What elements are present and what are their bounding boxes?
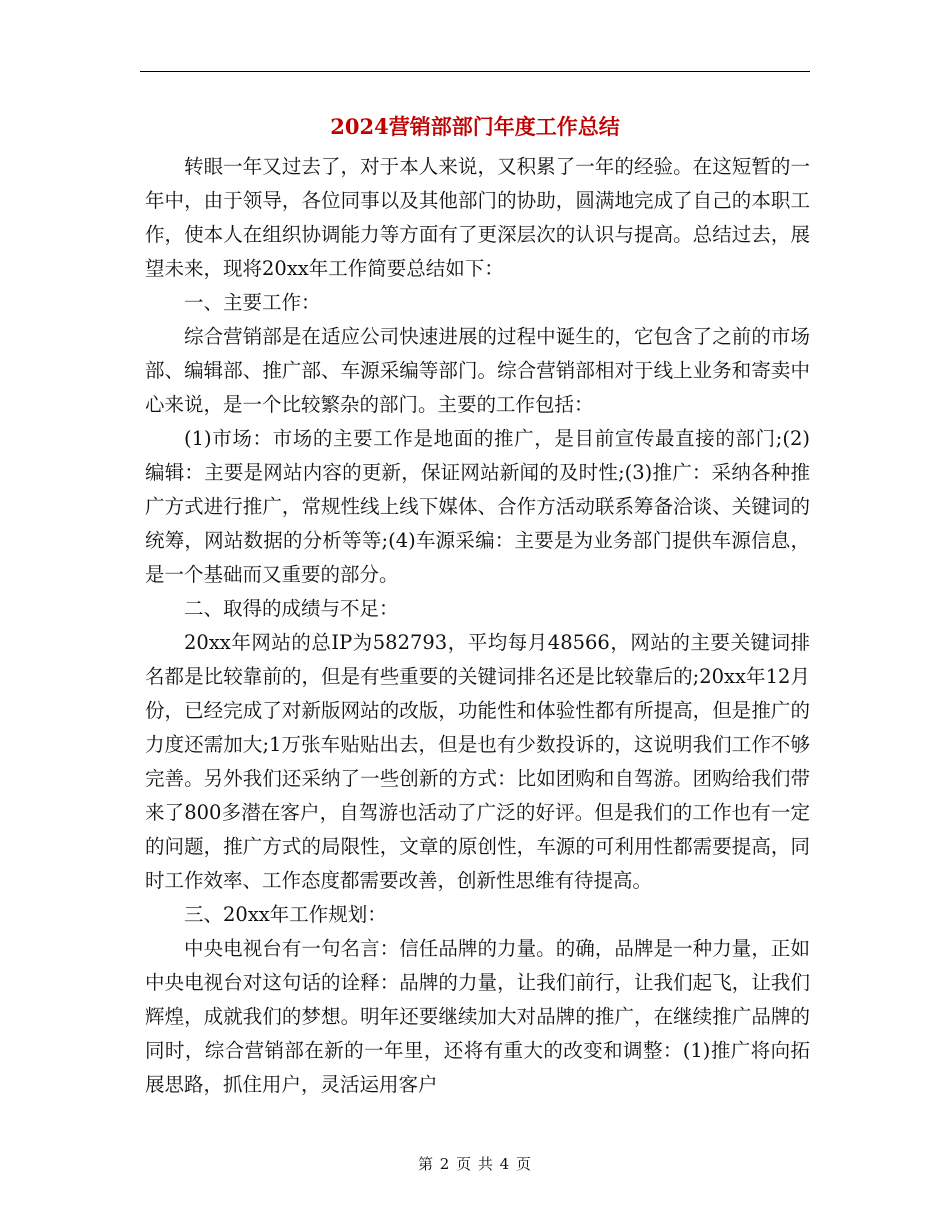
paragraph-department: 综合营销部是在适应公司快速进展的过程中诞生的，它包含了之前的市场部、编辑部、推广部、车源采编等部门。综合营销部相对于线上业务和寄卖中心来说，是一个比较繁杂的部门。主要的工作包括： <box>145 325 810 416</box>
header-rule <box>140 71 810 72</box>
document-title: 2024营销部部门年度工作总结 <box>330 114 620 139</box>
heading-plan: 三、20xx年工作规划： <box>184 903 387 926</box>
paragraph-intro: 转眼一年又过去了，对于本人来说，又积累了一年的经验。在这短暂的一年中，由于领导，各位同事以及其他部门的协助，圆满地完成了自己的本职工作，使本人在组织协调能力等方面有了更深层次的认识与提高。总结过去，展望未来，现将20xx年工作简要总结如下： <box>145 155 810 280</box>
paragraph-achievements: 20xx年网站的总IP为582793，平均每月48566，网站的主要关键词排名都是比较靠前的，但是有些重要的关键词排名还是比较靠后的;20xx年12月份，已经完成了对新版网站的改版，功能性和体验性都有所提高，但是推广的力度还需加大;1万张车贴贴出去，但是也有少数投诉的，这说明我们工作不够完善。另外我们还采纳了一些创新的方式：比如团购和自驾游。团购给我们带来了800多潜在客户，自驾游也活动了广泛的好评。但是我们的工作也有一定的问题，推广方式的局限性，文章的原创性，车源的可利用性都需要提高，同时工作效率、工作态度都需要改善，创新性思维有待提高。 <box>145 631 810 892</box>
heading-main-work: 一、主要工作： <box>184 291 321 314</box>
page-number-footer: 第 2 页 共 4 页 <box>418 1155 532 1173</box>
heading-achievements: 二、取得的成绩与不足： <box>184 597 399 620</box>
document-body <box>145 150 810 1102</box>
paragraph-work-items: (1)市场：市场的主要工作是地面的推广，是目前宣传最直接的部门;(2)编辑：主要是网站内容的更新，保证网站新闻的及时性;(3)推广：采纳各种推广方式进行推广，常规性线上线下媒体、合作方活动联系筹备洽谈、关键词的统筹，网站数据的分析等等;(4)车源采编：主要是为业务部门提供车源信息，是一个基础而又重要的部分。 <box>145 427 810 586</box>
paragraph-plan: 中央电视台有一句名言：信任品牌的力量。的确，品牌是一种力量，正如中央电视台对这句话的诠释：品牌的力量，让我们前行，让我们起飞，让我们辉煌，成就我们的梦想。明年还要继续加大对品牌的推广，在继续推广品牌的同时，综合营销部在新的一年里，还将有重大的改变和调整：(1)推广将向拓展思路，抓住用户，灵活运用客户 <box>145 937 810 1096</box>
